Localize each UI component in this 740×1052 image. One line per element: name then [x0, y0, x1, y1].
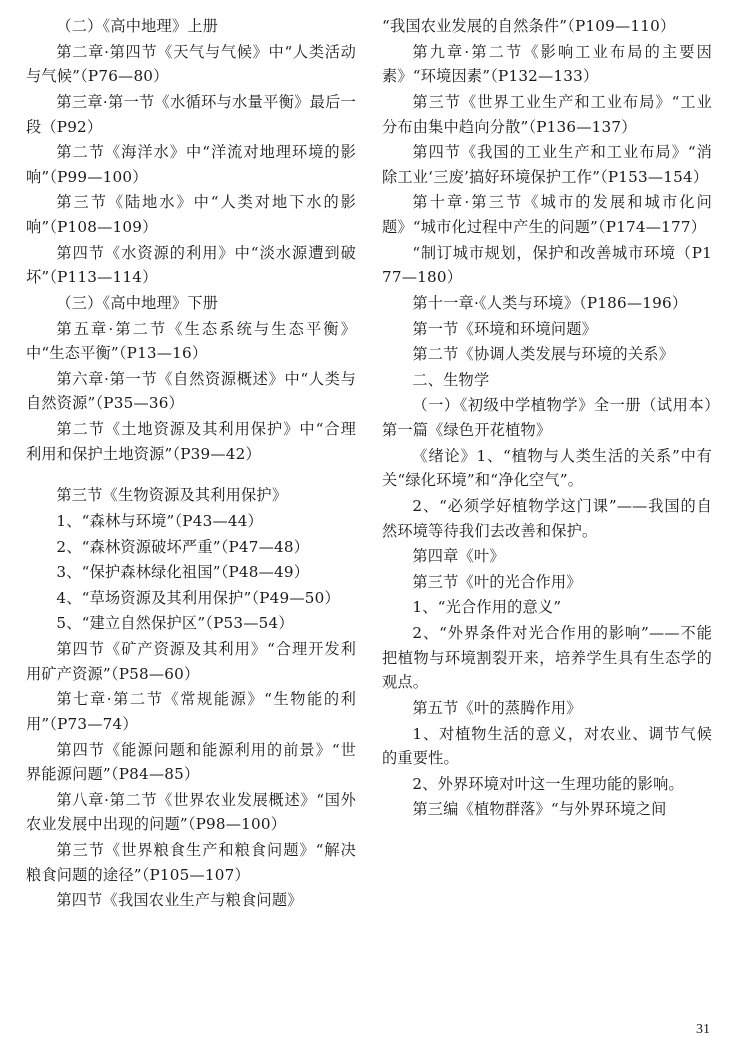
text-line: 第五章·第二节《生态系统与生态平衡》中“生态平衡”（P13—16）	[26, 319, 356, 363]
text-line: 第三节《陆地水》中“人类对地下水的影响”（P108—109）	[26, 193, 356, 236]
text-line: 2、外界环境对叶这一生理功能的影响。	[412, 774, 684, 793]
text-line: 5、“建立自然保护区”（P53—54）	[56, 614, 294, 633]
text-line: 第五节《叶的蒸腾作用》	[412, 698, 582, 717]
text-line: 第四节《我国的工业生产和工业布局》“消除工业‘三废’搞好环境保护工作”（P153—154）	[382, 143, 712, 186]
text-line: 第四章《叶》	[412, 547, 505, 566]
text-line: 3、“保护森林绿化祖国”（P48—49）	[56, 563, 310, 582]
text-line: 第七章·第二节《常规能源》“生物能的利用”（P73—74）	[26, 690, 356, 733]
text-line: 第四节《水资源的利用》中“淡水源遭到破坏”（P113—114）	[26, 243, 356, 287]
text-line: 第三节《世界粮食生产和粮食问题》“解决粮食问题的途径”（P105—107）	[26, 841, 356, 884]
text-line: 4、“草场资源及其利用保护”（P49—50）	[56, 588, 340, 607]
text-line: 1、对植物生活的意义，对农业、调节气候的重要性。	[382, 724, 712, 768]
text-line: 2、“外界条件对光合作用的影响”——不能把植物与环境割裂开来，培养学生具有生态学的观点。	[382, 624, 712, 692]
text-line: 第八章·第二节《世界农业发展概述》“国外农业发展中出现的问题”（P98—100）	[26, 790, 356, 834]
text-line: 第二节《协调人类发展与环境的关系》	[412, 345, 674, 364]
text-line: 第三编《植物群落》“与外界环境之间	[412, 800, 667, 819]
text-line: 1、“光合作用的意义”	[412, 598, 562, 617]
text-line: 第四节《我国农业生产与粮食问题》	[56, 891, 303, 910]
text-line: 第三节《生物资源及其利用保护》	[56, 486, 288, 505]
text-line: 二、生物学	[412, 370, 490, 389]
text-line: 第二节《土地资源及其利用保护》中“合理利用和保护土地资源”（P39—42）	[26, 420, 356, 463]
text-line: 1、“森林与环境”（P43—44）	[56, 511, 263, 530]
text-line: 第十一章·《人类与环境》（P186—196）	[412, 293, 688, 312]
page-number: 31	[696, 1022, 710, 1037]
text-line: 第三节《叶的光合作用》	[412, 572, 582, 591]
text-line: “我国农业发展的自然条件”（P109—110）	[382, 17, 676, 35]
text-line: 第三节《世界工业生产和工业布局》“工业分布由集中趋向分散”（P136—137）	[382, 92, 712, 136]
text-line: 第二节《海洋水》中“洋流对地理环境的影响”（P99—100）	[26, 143, 356, 186]
text-line: 第十章·第三节《城市的发展和城市化问题》“城市化过程中产生的问题”（P174—177）	[382, 193, 712, 236]
two-column-layout	[26, 14, 714, 1014]
text-line: 2、“森林资源破坏严重”（P47—48）	[56, 537, 310, 556]
text-line: 第九章·第二节《影响工业布局的主要因素》“环境因素”（P132—133）	[382, 42, 712, 86]
text-line: 第四节《能源问题和能源利用的前景》“世界能源问题”（P84—85）	[26, 740, 356, 784]
text-line: （一）《初级中学植物学》全一册（试用本）第一篇《绿色开花植物》	[382, 396, 712, 439]
left-text-column	[26, 14, 356, 1014]
text-line: 第二章·第四节《天气与气候》中“人类活动与气候”（P76—80）	[26, 42, 356, 86]
text-line: 第四节《矿产资源及其利用》“合理开发利用矿产资源”（P58—60）	[26, 640, 356, 683]
text-line: “制订城市规划，保护和改善城市环境（P177—180）	[382, 243, 712, 287]
text-line: 《绪论》1、“植物与人类生活的关系”中有关“绿化环境”和“净化空气”。	[382, 446, 712, 490]
right-text-column	[382, 14, 712, 1014]
text-line: 2、“必须学好植物学这门课”——我国的自然环境等待我们去改善和保护。	[382, 496, 712, 540]
text-line: 第一节《环境和环境问题》	[412, 319, 598, 338]
text-line: （三）《高中地理》下册	[56, 293, 219, 312]
text-line: 第三章·第一节《水循环与水量平衡》最后一段（P92）	[26, 92, 356, 136]
text-line: （二）《高中地理》上册	[56, 17, 219, 35]
text-line: 第六章·第一节《自然资源概述》中“人类与自然资源”（P35—36）	[26, 369, 356, 413]
